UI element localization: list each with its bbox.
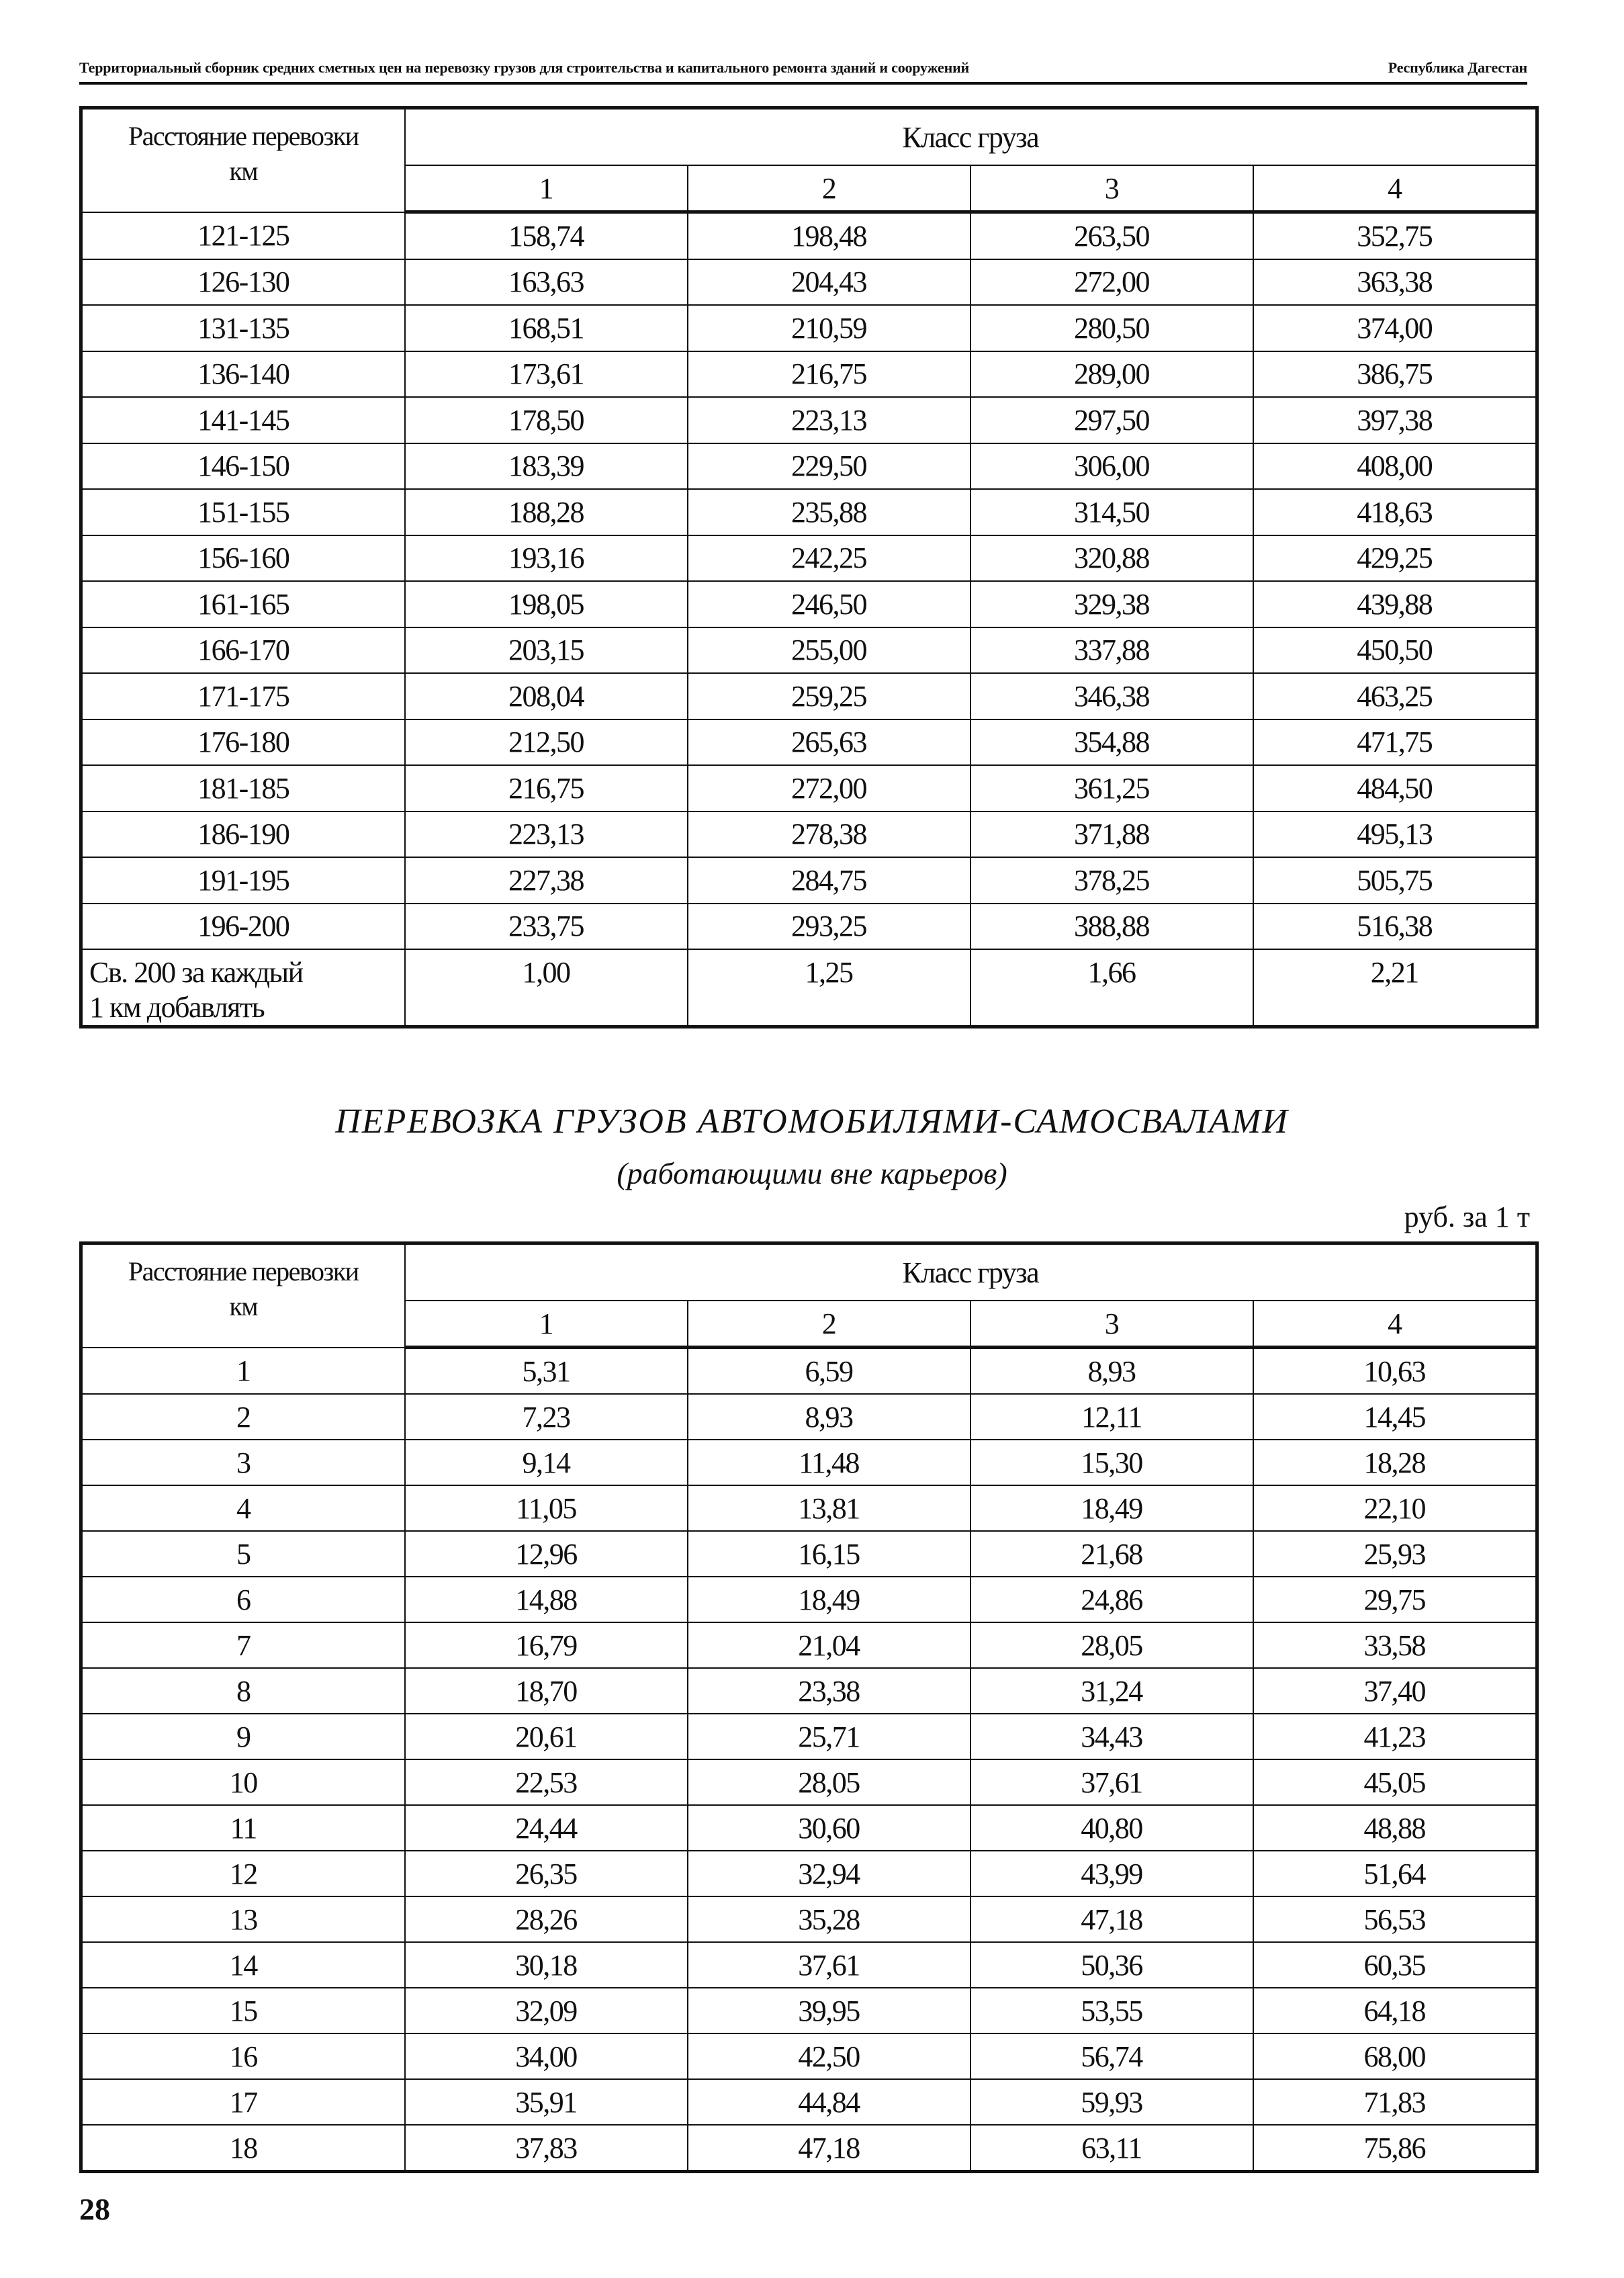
distance-header: Расстояние перевозки км bbox=[81, 1243, 405, 1348]
price-cell: 26,35 bbox=[405, 1851, 688, 1896]
price-cell: 208,04 bbox=[405, 673, 688, 719]
price-cell: 158,74 bbox=[405, 212, 688, 259]
section-title: ПЕРЕВОЗКА ГРУЗОВ АВТОМОБИЛЯМИ-САМОСВАЛАМИ bbox=[335, 1102, 1289, 1141]
price-cell: 34,00 bbox=[405, 2033, 688, 2079]
price-cell: 48,88 bbox=[1253, 1805, 1537, 1851]
price-cell: 9,14 bbox=[405, 1440, 688, 1485]
class-col-header: 4 bbox=[1253, 1301, 1537, 1348]
price-cell: 50,36 bbox=[971, 1942, 1253, 1988]
price-cell: 471,75 bbox=[1253, 719, 1537, 766]
distance-cell: 3 bbox=[81, 1440, 405, 1485]
price-cell: 272,00 bbox=[688, 765, 971, 812]
table-1-body bbox=[81, 212, 1537, 950]
price-cell: 297,50 bbox=[971, 397, 1253, 443]
distance-header: Расстояние перевозки км bbox=[81, 108, 405, 212]
class-col-header: 3 bbox=[971, 165, 1253, 212]
extra-value: 2,21 bbox=[1253, 949, 1537, 1027]
price-cell: 371,88 bbox=[971, 812, 1253, 858]
table-row bbox=[81, 351, 1537, 398]
price-cell: 233,75 bbox=[405, 904, 688, 950]
price-cell: 352,75 bbox=[1253, 212, 1537, 259]
distance-cell: 18 bbox=[81, 2125, 405, 2172]
price-cell: 265,63 bbox=[688, 719, 971, 766]
price-cell: 60,35 bbox=[1253, 1942, 1537, 1988]
price-cell: 40,80 bbox=[971, 1805, 1253, 1851]
header-region: Республика Дагестан bbox=[1388, 59, 1527, 76]
price-cell: 505,75 bbox=[1253, 857, 1537, 904]
table-row bbox=[81, 1988, 1537, 2033]
table-row bbox=[81, 1714, 1537, 1759]
distance-cell: 141-145 bbox=[81, 397, 405, 443]
price-cell: 229,50 bbox=[688, 443, 971, 490]
price-cell: 320,88 bbox=[971, 535, 1253, 582]
price-cell: 216,75 bbox=[405, 765, 688, 812]
distance-cell: 10 bbox=[81, 1759, 405, 1805]
class-header: Класс груза bbox=[405, 1243, 1537, 1301]
table-row bbox=[81, 1896, 1537, 1942]
price-cell: 212,50 bbox=[405, 719, 688, 766]
price-cell: 363,38 bbox=[1253, 259, 1537, 306]
class-col-header: 1 bbox=[405, 1301, 688, 1348]
price-cell: 216,75 bbox=[688, 351, 971, 398]
class-header: Класс груза bbox=[405, 108, 1537, 166]
price-cell: 21,68 bbox=[971, 1531, 1253, 1577]
table-row bbox=[81, 1668, 1537, 1714]
price-cell: 314,50 bbox=[971, 489, 1253, 535]
table-row bbox=[81, 1759, 1537, 1805]
table-row bbox=[81, 2125, 1537, 2172]
price-cell: 30,18 bbox=[405, 1942, 688, 1988]
distance-cell: 6 bbox=[81, 1577, 405, 1622]
price-cell: 68,00 bbox=[1253, 2033, 1537, 2079]
price-cell: 37,61 bbox=[971, 1759, 1253, 1805]
price-cell: 16,15 bbox=[688, 1531, 971, 1577]
distance-cell: 131-135 bbox=[81, 305, 405, 351]
price-cell: 37,83 bbox=[405, 2125, 688, 2172]
table-row bbox=[81, 904, 1537, 950]
distance-cell: 14 bbox=[81, 1942, 405, 1988]
section-subtitle: (работающими вне карьеров) bbox=[617, 1156, 1007, 1190]
price-cell: 35,91 bbox=[405, 2079, 688, 2125]
price-cell: 15,30 bbox=[971, 1440, 1253, 1485]
price-cell: 24,86 bbox=[971, 1577, 1253, 1622]
price-cell: 59,93 bbox=[971, 2079, 1253, 2125]
price-cell: 31,24 bbox=[971, 1668, 1253, 1714]
price-cell: 163,63 bbox=[405, 259, 688, 306]
table-row bbox=[81, 397, 1537, 443]
price-cell: 21,04 bbox=[688, 1622, 971, 1668]
extra-per-km-row bbox=[81, 949, 1537, 1027]
price-cell: 8,93 bbox=[688, 1394, 971, 1440]
table-row bbox=[81, 1577, 1537, 1622]
price-cell: 53,55 bbox=[971, 1988, 1253, 2033]
distance-cell: 5 bbox=[81, 1531, 405, 1577]
table-row bbox=[81, 812, 1537, 858]
distance-cell: 176-180 bbox=[81, 719, 405, 766]
price-cell: 204,43 bbox=[688, 259, 971, 306]
price-cell: 246,50 bbox=[688, 581, 971, 627]
price-cell: 75,86 bbox=[1253, 2125, 1537, 2172]
price-cell: 210,59 bbox=[688, 305, 971, 351]
price-cell: 18,49 bbox=[971, 1485, 1253, 1531]
price-cell: 34,43 bbox=[971, 1714, 1253, 1759]
price-cell: 168,51 bbox=[405, 305, 688, 351]
price-cell: 193,16 bbox=[405, 535, 688, 582]
price-cell: 56,53 bbox=[1253, 1896, 1537, 1942]
price-cell: 173,61 bbox=[405, 351, 688, 398]
price-cell: 378,25 bbox=[971, 857, 1253, 904]
price-cell: 429,25 bbox=[1253, 535, 1537, 582]
price-cell: 516,38 bbox=[1253, 904, 1537, 950]
table-row bbox=[81, 2079, 1537, 2125]
distance-cell: 11 bbox=[81, 1805, 405, 1851]
table-row bbox=[81, 1942, 1537, 1988]
price-cell: 71,83 bbox=[1253, 2079, 1537, 2125]
table-row bbox=[81, 581, 1537, 627]
distance-cell: 151-155 bbox=[81, 489, 405, 535]
price-cell: 439,88 bbox=[1253, 581, 1537, 627]
price-cell: 8,93 bbox=[971, 1348, 1253, 1395]
price-cell: 35,28 bbox=[688, 1896, 971, 1942]
distance-cell: 2 bbox=[81, 1394, 405, 1440]
price-cell: 64,18 bbox=[1253, 1988, 1537, 2033]
distance-cell: 186-190 bbox=[81, 812, 405, 858]
table-row bbox=[81, 673, 1537, 719]
distance-cell: 15 bbox=[81, 1988, 405, 2033]
class-col-header: 2 bbox=[688, 165, 971, 212]
price-cell: 37,40 bbox=[1253, 1668, 1537, 1714]
distance-cell: 1 bbox=[81, 1348, 405, 1395]
distance-cell: 4 bbox=[81, 1485, 405, 1531]
distance-cell: 7 bbox=[81, 1622, 405, 1668]
table-row bbox=[81, 212, 1537, 259]
price-cell: 28,26 bbox=[405, 1896, 688, 1942]
price-cell: 16,79 bbox=[405, 1622, 688, 1668]
table-row bbox=[81, 719, 1537, 766]
distance-cell: 12 bbox=[81, 1851, 405, 1896]
extra-value: 1,25 bbox=[688, 949, 971, 1027]
class-col-header: 4 bbox=[1253, 165, 1537, 212]
distance-cell: 181-185 bbox=[81, 765, 405, 812]
price-cell: 23,38 bbox=[688, 1668, 971, 1714]
table-row bbox=[81, 443, 1537, 490]
distance-cell: 136-140 bbox=[81, 351, 405, 398]
price-cell: 32,94 bbox=[688, 1851, 971, 1896]
table-row bbox=[81, 765, 1537, 812]
price-cell: 37,61 bbox=[688, 1942, 971, 1988]
rates-table-2 bbox=[79, 1241, 1539, 2173]
price-cell: 39,95 bbox=[688, 1988, 971, 2033]
unit-label: руб. за 1 т bbox=[1404, 1200, 1530, 1233]
price-cell: 28,05 bbox=[688, 1759, 971, 1805]
price-cell: 223,13 bbox=[688, 397, 971, 443]
table-row bbox=[81, 1805, 1537, 1851]
price-cell: 47,18 bbox=[971, 1896, 1253, 1942]
price-cell: 14,45 bbox=[1253, 1394, 1537, 1440]
price-cell: 183,39 bbox=[405, 443, 688, 490]
distance-cell: 146-150 bbox=[81, 443, 405, 490]
price-cell: 463,25 bbox=[1253, 673, 1537, 719]
price-cell: 235,88 bbox=[688, 489, 971, 535]
table-row bbox=[81, 1622, 1537, 1668]
price-cell: 24,44 bbox=[405, 1805, 688, 1851]
price-cell: 293,25 bbox=[688, 904, 971, 950]
price-cell: 14,88 bbox=[405, 1577, 688, 1622]
price-cell: 25,71 bbox=[688, 1714, 971, 1759]
price-cell: 11,05 bbox=[405, 1485, 688, 1531]
price-cell: 203,15 bbox=[405, 627, 688, 674]
price-cell: 278,38 bbox=[688, 812, 971, 858]
price-cell: 263,50 bbox=[971, 212, 1253, 259]
table-row bbox=[81, 627, 1537, 674]
extra-value: 1,00 bbox=[405, 949, 688, 1027]
price-cell: 223,13 bbox=[405, 812, 688, 858]
price-cell: 329,38 bbox=[971, 581, 1253, 627]
price-cell: 484,50 bbox=[1253, 765, 1537, 812]
running-header bbox=[79, 59, 1527, 85]
price-cell: 30,60 bbox=[688, 1805, 971, 1851]
price-cell: 5,31 bbox=[405, 1348, 688, 1395]
price-cell: 56,74 bbox=[971, 2033, 1253, 2079]
table-row bbox=[81, 857, 1537, 904]
price-cell: 272,00 bbox=[971, 259, 1253, 306]
table-row bbox=[81, 1485, 1537, 1531]
price-cell: 306,00 bbox=[971, 443, 1253, 490]
price-cell: 22,53 bbox=[405, 1759, 688, 1805]
header-title: Территориальный сборник средних сметных цен на перевозку грузов для строительства и капитального ремонта зданий и сооружений bbox=[79, 59, 970, 76]
price-cell: 337,88 bbox=[971, 627, 1253, 674]
price-cell: 22,10 bbox=[1253, 1485, 1537, 1531]
price-cell: 63,11 bbox=[971, 2125, 1253, 2172]
price-cell: 418,63 bbox=[1253, 489, 1537, 535]
price-cell: 386,75 bbox=[1253, 351, 1537, 398]
class-col-header: 3 bbox=[971, 1301, 1253, 1348]
table-row bbox=[81, 1440, 1537, 1485]
price-cell: 397,38 bbox=[1253, 397, 1537, 443]
price-cell: 32,09 bbox=[405, 1988, 688, 2033]
table-row bbox=[81, 1394, 1537, 1440]
table-row bbox=[81, 489, 1537, 535]
distance-cell: 161-165 bbox=[81, 581, 405, 627]
extra-value: 1,66 bbox=[971, 949, 1253, 1027]
price-cell: 33,58 bbox=[1253, 1622, 1537, 1668]
price-cell: 242,25 bbox=[688, 535, 971, 582]
table-row bbox=[81, 1348, 1537, 1395]
table-row bbox=[81, 535, 1537, 582]
distance-cell: 121-125 bbox=[81, 212, 405, 259]
table-2-body bbox=[81, 1348, 1537, 2172]
price-cell: 255,00 bbox=[688, 627, 971, 674]
price-cell: 18,70 bbox=[405, 1668, 688, 1714]
distance-cell: 196-200 bbox=[81, 904, 405, 950]
price-cell: 450,50 bbox=[1253, 627, 1537, 674]
price-cell: 51,64 bbox=[1253, 1851, 1537, 1896]
distance-cell: 17 bbox=[81, 2079, 405, 2125]
price-cell: 18,28 bbox=[1253, 1440, 1537, 1485]
table-row bbox=[81, 259, 1537, 306]
price-cell: 259,25 bbox=[688, 673, 971, 719]
table-row bbox=[81, 1531, 1537, 1577]
table-row bbox=[81, 305, 1537, 351]
price-cell: 284,75 bbox=[688, 857, 971, 904]
price-cell: 198,48 bbox=[688, 212, 971, 259]
price-cell: 280,50 bbox=[971, 305, 1253, 351]
price-cell: 6,59 bbox=[688, 1348, 971, 1395]
distance-cell: 16 bbox=[81, 2033, 405, 2079]
price-cell: 374,00 bbox=[1253, 305, 1537, 351]
price-cell: 10,63 bbox=[1253, 1348, 1537, 1395]
distance-cell: 171-175 bbox=[81, 673, 405, 719]
distance-cell: 191-195 bbox=[81, 857, 405, 904]
class-col-header: 2 bbox=[688, 1301, 971, 1348]
distance-cell: 8 bbox=[81, 1668, 405, 1714]
price-cell: 289,00 bbox=[971, 351, 1253, 398]
price-cell: 45,05 bbox=[1253, 1759, 1537, 1805]
price-cell: 408,00 bbox=[1253, 443, 1537, 490]
price-cell: 11,48 bbox=[688, 1440, 971, 1485]
table-row bbox=[81, 1851, 1537, 1896]
price-cell: 346,38 bbox=[971, 673, 1253, 719]
distance-cell: 9 bbox=[81, 1714, 405, 1759]
price-cell: 7,23 bbox=[405, 1394, 688, 1440]
price-cell: 43,99 bbox=[971, 1851, 1253, 1896]
price-cell: 12,11 bbox=[971, 1394, 1253, 1440]
price-cell: 495,13 bbox=[1253, 812, 1537, 858]
price-cell: 13,81 bbox=[688, 1485, 971, 1531]
price-cell: 25,93 bbox=[1253, 1531, 1537, 1577]
price-cell: 47,18 bbox=[688, 2125, 971, 2172]
price-cell: 361,25 bbox=[971, 765, 1253, 812]
price-cell: 388,88 bbox=[971, 904, 1253, 950]
price-cell: 28,05 bbox=[971, 1622, 1253, 1668]
price-cell: 178,50 bbox=[405, 397, 688, 443]
price-cell: 41,23 bbox=[1253, 1714, 1537, 1759]
distance-cell: 13 bbox=[81, 1896, 405, 1942]
distance-cell: 156-160 bbox=[81, 535, 405, 582]
price-cell: 198,05 bbox=[405, 581, 688, 627]
price-cell: 18,49 bbox=[688, 1577, 971, 1622]
page-number: 28 bbox=[79, 2192, 110, 2226]
class-col-header: 1 bbox=[405, 165, 688, 212]
distance-cell: 126-130 bbox=[81, 259, 405, 306]
price-cell: 42,50 bbox=[688, 2033, 971, 2079]
price-cell: 29,75 bbox=[1253, 1577, 1537, 1622]
extra-per-km-label: Св. 200 за каждый 1 км добавлять bbox=[81, 949, 405, 1027]
price-cell: 20,61 bbox=[405, 1714, 688, 1759]
price-cell: 12,96 bbox=[405, 1531, 688, 1577]
price-cell: 188,28 bbox=[405, 489, 688, 535]
rates-table-1 bbox=[79, 106, 1539, 1028]
price-cell: 44,84 bbox=[688, 2079, 971, 2125]
price-cell: 354,88 bbox=[971, 719, 1253, 766]
table-row bbox=[81, 2033, 1537, 2079]
distance-cell: 166-170 bbox=[81, 627, 405, 674]
price-cell: 227,38 bbox=[405, 857, 688, 904]
